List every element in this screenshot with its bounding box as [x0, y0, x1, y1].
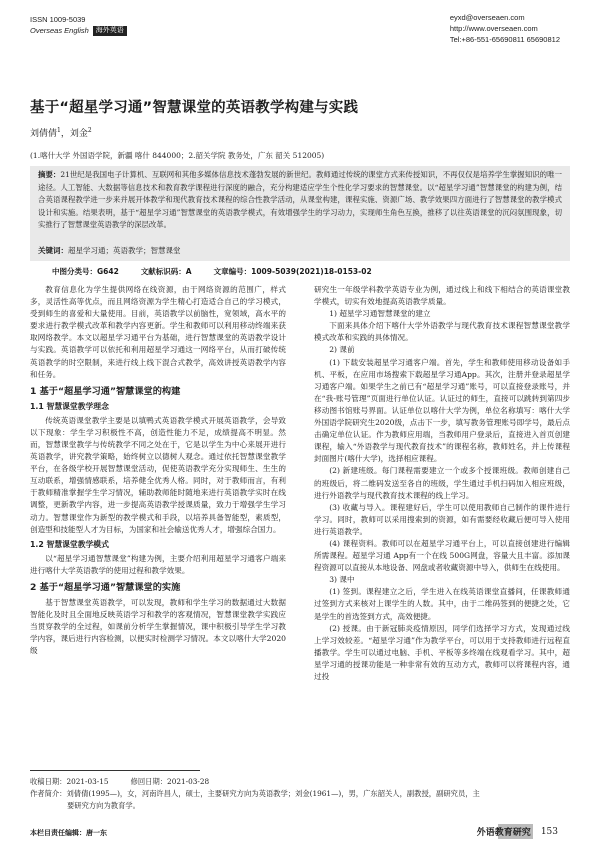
article-title: 基于“超星学习通”智慧课堂的英语教学构建与实践 [30, 100, 359, 116]
step-heading: 2) 课前 [329, 345, 355, 355]
revised-date: 修回日期：2021-03-28 [130, 777, 210, 786]
section-editor: 本栏目责任编辑：唐一东 [30, 829, 107, 837]
affiliation: (1.喀什大学 外国语学院，新疆 喀什 844000；2.韶关学院 教务处，广东 韶关 512005) [30, 151, 325, 160]
paragraph: (1) 下载安装超星学习通客户端。首先，学生和教师使用移动设备如手机、平板，在应用市场搜索下载超星学习通App。其次，注册并登录超星学习通客户端。如果学生之前已有“超星学习通”账号，可以直接登录账号，并在“我-账号管理”页面进行单位认证。认证过的师生，直接可以跳转到第四步移动图书馆账号界面。认证单位以喀什大学为例，单位名称填写：喀什大学外国语学院研究生2020级，点击下一步，填写教务管理账号即学号，最后点击确定单位认证。作为教师应用端，当教师用户登录后，直接进入首页创建课程，输入“外语教学与现代教育技术”的课程名称，教师姓名，并上传课程封面图片(喀什大学)，选择相应课程。 [314, 357, 570, 464]
author-1-affil-mark: 1 [57, 127, 61, 134]
paragraph: 传统英语课堂教学主要是以填鸭式英语教学模式开展英语教学，会导致以下现象：学生学习积极性不高，创造性能力不足，成绩提高不明显。然而，智慧课堂教学与传统教学不同之处在于，它是以学生为中心来展开进行英语教学，讲究教学策略，始终树立以德树人观念。通过依托智慧课堂教学平台，在各级学校开展智慧课堂活动，促使英语教学充分实现师生、生生的互动联系，增强情感联系，培养健全优秀人格。同时，对于教师而言，有利于教师精准掌握学生学习情况，辅助教师能时随地来进行英语教学实时在线调整，更新教学内容，进一步提高英语教学授课质量，致力于增强学生学习动力。智慧课堂作为新型的教学模式和手段，以培养具备智能型，素质型，创造型和技能型人才为目标，为国家和社会输送优秀人才，增强综合国力。 [30, 415, 286, 534]
paragraph: (2) 授课。由于新冠肺炎疫情原因，同学们选择学习方式，发现通过线上学习效较差。“超星学习通”作为教学平台，可以用于支持教师进行远程直播教学。学生可以通过电脑、手机、平板等多终端在线观看学习。其中，超星学习通的授课功能是一种非常有效的互动方式，教师可以将课程内容，通过投 [314, 623, 570, 681]
article-number: 文章编号：1009-5039(2021)18-0153-02 [213, 267, 372, 276]
journal-contact [450, 12, 560, 45]
footnotes [30, 776, 570, 812]
intro-paragraph: 教育信息化为学生提供网络在线资源，由于网络资源的范围广，样式多，灵活性高等优点，而且网络资源为学生精心打造适合自己的学习模式，受到师生的喜爱和大量使用。目前，英语教学以前脑性，宽领域，高水平的要求进行教学模式改革和教学内容更新。学生和教师可以利用移动终端来获取网络教学。本文以超星学习通平台为基础，进行智慧课堂的英语教学设计与实践。英语教学可以依托和利用超星学习通这一网络平台，从而打破传统英语教学的时空限制，来进行线上线下混合式教学，高效讲授英语教学内容和任务。 [30, 285, 286, 379]
author-bio: 作者简介：刘倩倩(1995—)，女，河南许昌人，硕士，主要研究方向为英语教学；刘金(1961—)，男，广东韶关人，副教授，副研究员，主 [30, 789, 480, 798]
subsection-heading-1-1: 1.1 智慧课堂教学理念 [30, 401, 109, 411]
section-heading-2: 2 基于“超星学习通”智慧课堂的实施 [30, 581, 181, 593]
clc-number: 中图分类号：G642 [52, 267, 119, 276]
author-bio-continued: 要研究方向为教育学。 [67, 801, 140, 810]
abstract-label: 摘要： [38, 170, 61, 179]
keywords-text: 超星学习通；英语教学；智慧课堂 [68, 246, 181, 255]
author-line [30, 126, 92, 139]
paragraph: 研究生一年级学科教学英语专业为例，通过线上和线下相结合的英语课堂教学模式，切实有效地提高英语教学质量。 [314, 285, 570, 307]
author-2: 刘金 [69, 129, 88, 139]
abstract [38, 169, 562, 232]
paragraph: (3) 收藏与导入。课程建好后，学生可以使用教师自己制作的课件进行学习。同时，教师可以采用搜索到的资源，如有需要经收藏后便可导入使用进行英语教学。 [314, 502, 570, 536]
keywords-label: 关键词： [38, 246, 68, 255]
journal-name-en: Overseas English [30, 26, 89, 35]
body-column-right [314, 284, 570, 683]
classification-meta [52, 266, 372, 277]
author-separator: ， [60, 129, 70, 139]
step-heading: 1) 超星学习通智慧课堂的建立 [329, 309, 431, 319]
section-badge: 外语教育研究 [475, 824, 533, 839]
abstract-text: 21世纪是我国电子计算机、互联网和其他多媒体信息技术蓬勃发展的新世纪。教师通过传统的课堂方式来传授知识，不再仅仅是培养学生掌握知识的唯一途径。人工智能、大数据等信息技术和教育教学课程进行深度的融合，充分构建适应学生个性化学习要求的智慧课堂。以“超星学习通”智慧课堂的构建为例，结合英语课程教学进一步来并展开体教学和现代教育技术课程的综合性教学活动，从课堂构建，课程实施、资源广场、教学效果四方面进行了智慧课堂的教学模式设计和实施。结果表明，基于“超星学习通”智慧课堂的英语教学模式，有效增强学生的学习动力，实现师生角色互换，推移了以往英语课堂的沉闷氛围现象，切实推行了智慧课堂英语教学的深层改革。 [38, 170, 562, 229]
paragraph: (2) 新建班级。每门课程需要建立一个或多个授课班级。教师创建自己的班级后，将二维码发送至各自的班级，学生通过手机扫码加入相应班级，进行外语教学与现代教育技术课程的线上学习。 [314, 466, 570, 500]
page-footer [475, 824, 558, 839]
received-date: 收稿日期：2021-03-15 [30, 777, 109, 786]
paragraph: 以“超星学习通智慧课堂”构建为例，主要介绍利用超星学习通客户端来进行喀什大学英语教学的使用过程和教学效果。 [30, 553, 286, 575]
paragraph: (4) 课程资料。教师可以在超星学习通平台上，可以直接创建进行编辑所需课程。超星学习通 App有一个在线 500G网盘，容量大且丰富。添加课程资源可以直接从本地设备、网盘或者收藏资源中导入，供师生在线使用。 [314, 538, 570, 573]
footnote-divider [30, 770, 200, 771]
contact-email[interactable]: eyxd@overseaen.com [449, 13, 525, 22]
author-1: 刘倩倩 [30, 129, 58, 139]
paragraph: 基于智慧课堂英语教学，可以发现，教师和学生学习的数据通过大数据智能化及时且全面地反映英语学习和教学的客观情况，智慧课堂教学实践应当贯穿教学的全过程，如课前分析学生掌握情况，课中积极引导学生学习教学内容，课后进行内容检测，以便实时检测学习情况。本文以喀什大学2020级 [30, 597, 286, 656]
paragraph: 下面来具体介绍下喀什大学外语教学与现代教育技术课程智慧课堂教学模式改革和实践的具体情况。 [314, 321, 570, 343]
journal-name [30, 25, 127, 36]
dates-row [30, 776, 570, 788]
journal-header [30, 14, 127, 36]
issn: ISSN 1009-5039 [30, 15, 86, 24]
body-column-left [30, 284, 286, 657]
page-number: 153 [540, 826, 558, 837]
contact-tel: Tel:+86-551-65690811 65690812 [449, 35, 560, 44]
keywords [38, 245, 181, 256]
paragraph: (1) 签到。课程建立之后，学生进入在线英语课堂直播间，任课教师通过签到方式来核对上课学生的人数。其中，由于二维码签到的便捷之处，它是学生的首选签到方式，高效便捷。 [314, 587, 570, 621]
document-code: 文献标识码：A [140, 267, 192, 276]
contact-website[interactable]: http://www.overseaen.com [449, 24, 538, 33]
abstract-box [30, 166, 570, 261]
step-heading: 3) 课中 [329, 575, 355, 585]
author-2-affil-mark: 2 [87, 127, 92, 134]
section-heading-1: 1 基于“超星学习通”智慧课堂的构建 [30, 385, 181, 397]
subsection-heading-1-2: 1.2 智慧课堂教学模式 [30, 539, 109, 549]
journal-name-cn-badge: 海外英语 [93, 26, 127, 36]
